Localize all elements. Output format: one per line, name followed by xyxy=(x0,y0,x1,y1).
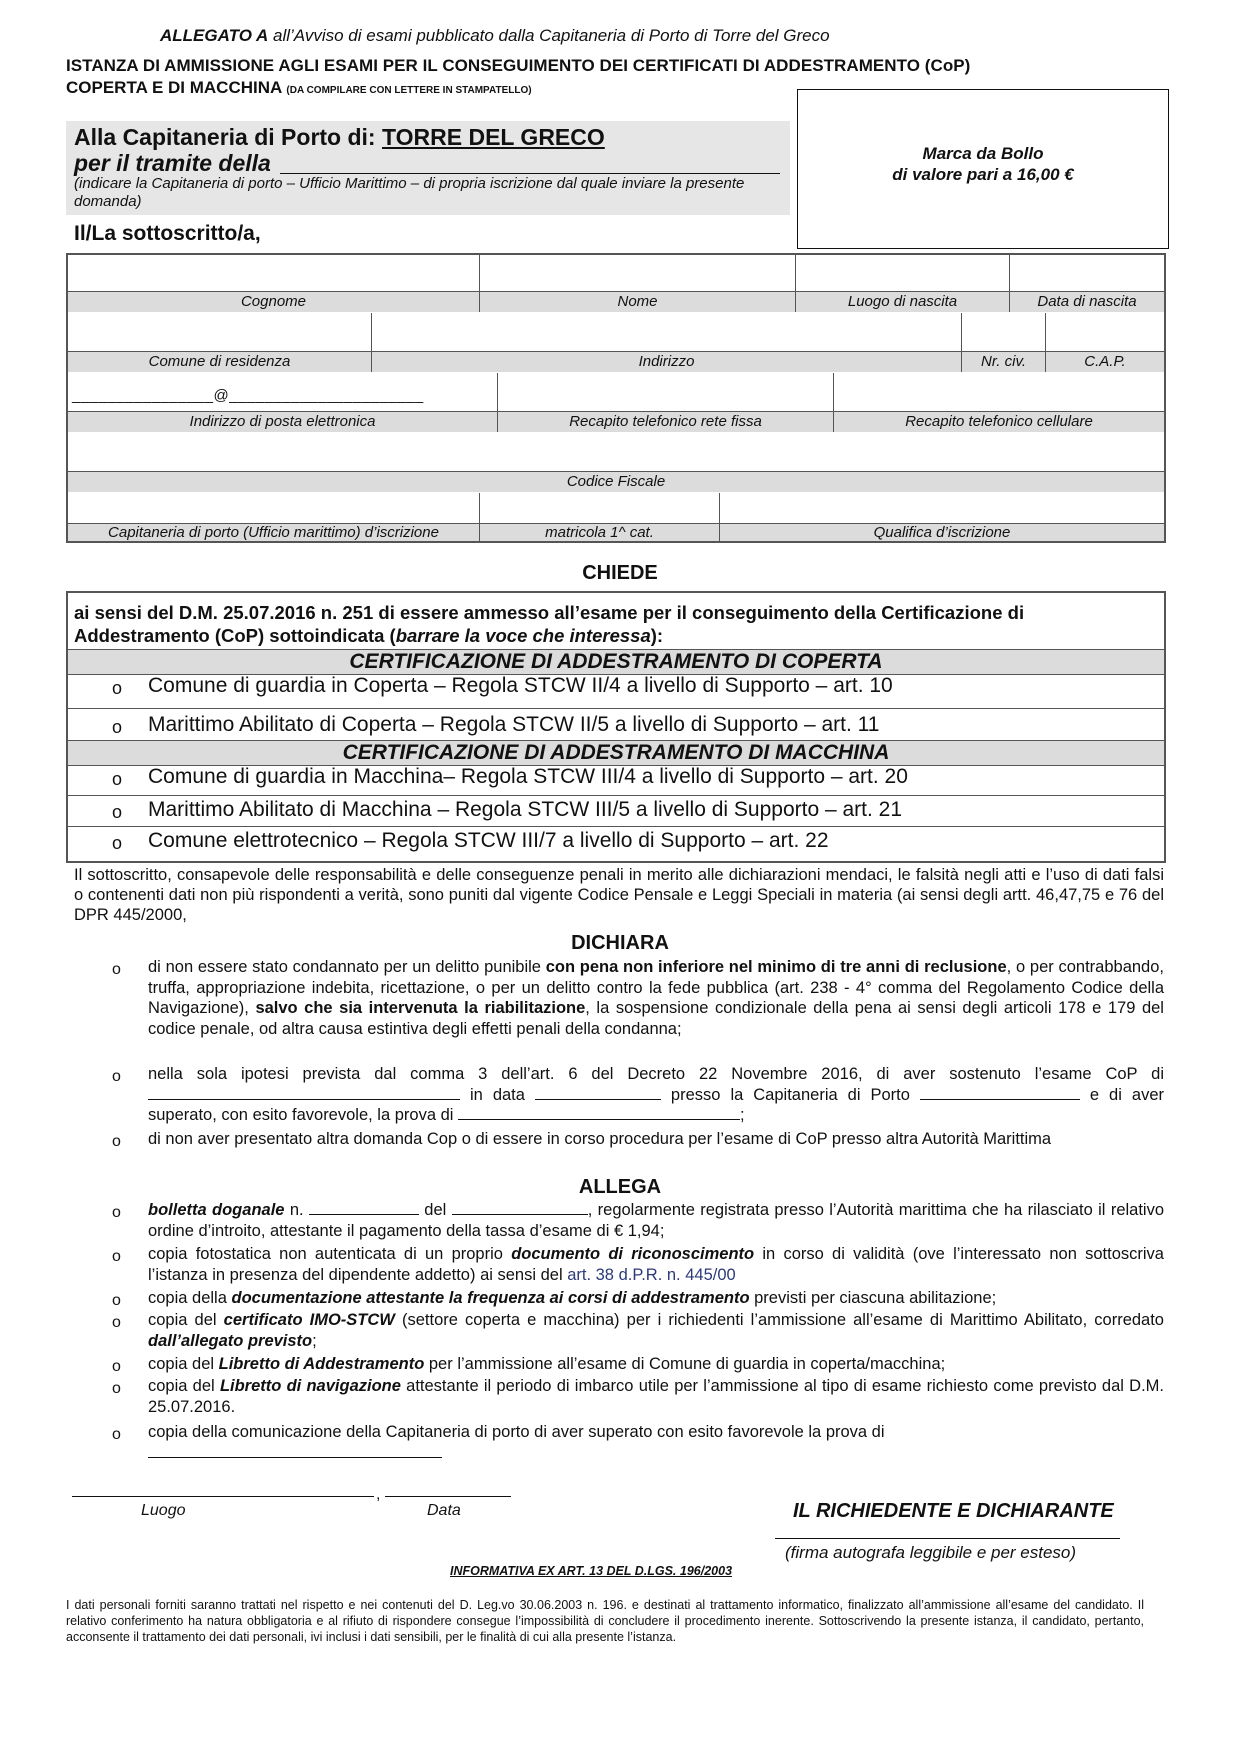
allega-bullet-1[interactable]: o xyxy=(112,1204,121,1221)
text: ; xyxy=(312,1331,317,1350)
luogo-nascita-label: Luogo di nascita xyxy=(796,292,1010,312)
form-title-line1: ISTANZA DI AMMISSIONE AGLI ESAMI PER IL CONSEGUIMENTO DEI CERTIFICATI DI ADDESTRAMENTO (CoP) xyxy=(66,56,971,75)
text: copia della comunicazione della Capitaneria di porto di aver superato con esito favorevole la prova di xyxy=(148,1423,885,1441)
text: previsti per ciascuna abilitazione; xyxy=(749,1289,997,1307)
text-bold: documento di riconoscimento xyxy=(511,1245,755,1263)
allega-item-5 xyxy=(148,1354,1164,1375)
form-title-line2 xyxy=(66,78,532,98)
dichiara-item-2 xyxy=(148,1064,1164,1126)
text: , la sospensione condizionale della pena ai sensi degli articoli 178 e 179 del codice penale, od altra causa estintiva degli effetti penali della condanna; xyxy=(148,999,1164,1038)
section-coperta-header: CERTIFICAZIONE DI ADDESTRAMENTO DI COPERTA xyxy=(68,649,1164,675)
text: in data xyxy=(460,1085,535,1104)
signature-input-line[interactable] xyxy=(775,1538,1120,1539)
text-bold: dall’allegato previsto xyxy=(148,1331,313,1350)
dichiara-bullet-3[interactable]: o xyxy=(112,1133,121,1150)
addressee-port: TORRE DEL GRECO xyxy=(381,124,605,150)
dichiara-title: DICHIARA xyxy=(571,932,669,954)
allega-bullet-5[interactable]: o xyxy=(112,1358,121,1375)
option-label: Marittimo Abilitato di Coperta – Regola STCW II/5 a livello di Supporto – art. 11 xyxy=(148,713,880,736)
luogo-label: Luogo xyxy=(141,1502,186,1519)
option-label: Comune di guardia in Coperta – Regola STCW II/4 a livello di Supporto – art. 10 xyxy=(148,674,893,697)
nome-label: Nome xyxy=(480,292,796,312)
allega-title: ALLEGA xyxy=(578,1176,662,1198)
indirizzo-field[interactable] xyxy=(372,313,962,351)
row-anagrafica-inputs xyxy=(68,255,1164,292)
codice-fiscale-field[interactable] xyxy=(68,433,1164,471)
text: copia del xyxy=(148,1355,219,1373)
indirizzo-label: Indirizzo xyxy=(372,352,962,372)
allega-item-1 xyxy=(148,1200,1164,1241)
comune-residenza-field[interactable] xyxy=(68,313,372,351)
allega-item-6 xyxy=(148,1376,1164,1417)
email-field[interactable] xyxy=(68,373,498,411)
row-residenza-labels xyxy=(68,352,1164,372)
chiede-title: CHIEDE xyxy=(582,562,658,584)
text: ; xyxy=(740,1106,745,1124)
option-label: Comune elettrotecnico – Regola STCW III/7 a livello di Supporto – art. 22 xyxy=(148,829,829,852)
text: copia del xyxy=(148,1311,224,1329)
section-macchina-header: CERTIFICAZIONE DI ADDESTRAMENTO DI MACCHINA xyxy=(68,740,1164,766)
dichiara-item-1 xyxy=(148,957,1164,1039)
revenue-stamp-line2: di valore pari a 16,00 € xyxy=(892,165,1074,184)
revenue-stamp-text xyxy=(797,143,1169,185)
text: (settore coperta e macchina) per i richiedenti l’ammissione all’esame di Marittimo Abilitato, corredato xyxy=(394,1311,1164,1329)
checkbox-circle[interactable]: o xyxy=(112,678,123,698)
chiede-intro-end: ): xyxy=(650,625,664,646)
allega-bullet-3[interactable]: o xyxy=(112,1292,121,1309)
allega-item-2 xyxy=(148,1244,1164,1285)
allega-bullet-2[interactable]: o xyxy=(112,1248,121,1265)
option-macchina-abilitato[interactable] xyxy=(68,796,1164,827)
telefono-fisso-label: Recapito telefonico rete fissa xyxy=(498,412,834,432)
dichiara-bullet-2[interactable]: o xyxy=(112,1068,121,1085)
option-macchina-guardia[interactable] xyxy=(68,765,1164,796)
row-cf-input xyxy=(68,433,1164,472)
revenue-stamp-line1: Marca da Bollo xyxy=(922,144,1044,163)
capitaneria-iscrizione-label: Capitaneria di porto (Ufficio marittimo) d’iscrizione xyxy=(68,524,480,541)
row-contatti-inputs xyxy=(68,373,1164,412)
cognome-label: Cognome xyxy=(68,292,480,312)
row-cf-label xyxy=(68,472,1164,492)
allega-item-3 xyxy=(148,1288,1164,1309)
codice-fiscale-label: Codice Fiscale xyxy=(566,473,666,490)
prova-blank[interactable] xyxy=(148,1443,442,1458)
text-bold: documentazione attestante la frequenza ai corsi di addestramento xyxy=(231,1289,750,1307)
text: di non essere stato condannato per un delitto punibile xyxy=(148,958,546,976)
email-label: Indirizzo di posta elettronica xyxy=(68,412,498,432)
checkbox-circle[interactable]: o xyxy=(112,717,123,737)
data-label: Data xyxy=(427,1502,461,1519)
dichiara-bullet-1[interactable]: o xyxy=(112,961,121,978)
comune-residenza-label: Comune di residenza xyxy=(68,352,372,372)
text: per l’ammissione all’esame di Comune di guardia in coperta/macchina; xyxy=(424,1355,946,1373)
data-input-line[interactable] xyxy=(385,1496,511,1497)
allegato-header xyxy=(160,26,830,46)
luogo-input-line[interactable] xyxy=(72,1496,374,1497)
tramite-input-line[interactable] xyxy=(280,173,780,174)
cap-field[interactable] xyxy=(1046,313,1164,351)
consapevole-paragraph: Il sottoscritto, consapevole delle responsabilità e delle conseguenze penali in merito alle dichiarazioni mendaci, le falsità negli atti e l’uso di dati falsi o contenenti dati non più rispondenti a verità, sono puniti dal vigente Codice Pensale e Leggi Speciali in materia (ai sensi degli artt. 46,47,75 e 76 del DPR 445/2000, xyxy=(74,866,1164,924)
text: copia fotostatica non autenticata di un proprio xyxy=(148,1245,512,1263)
row-contatti-labels xyxy=(68,412,1164,432)
text: e di aver superato, con esito favorevole, la prova di xyxy=(148,1085,1164,1124)
text: in corso di validità (ove l’interessato non sottoscriva l’istanza in presenza del dipendente addetto) ai sensi del xyxy=(148,1245,1164,1284)
informativa-title: INFORMATIVA EX ART. 13 DEL D.LGS. 196/2003 xyxy=(450,1564,733,1578)
checkbox-circle[interactable]: o xyxy=(112,833,123,853)
row-iscrizione-labels xyxy=(68,524,1164,541)
chiede-intro xyxy=(74,601,1162,647)
luogo-nascita-field[interactable] xyxy=(796,255,1010,291)
option-label: Comune di guardia in Macchina– Regola STCW III/4 a livello di Supporto – art. 20 xyxy=(148,765,908,788)
numero-civico-label: Nr. civ. xyxy=(962,352,1046,372)
comma: , xyxy=(376,1486,381,1503)
undersigned-label: Il/La sottoscritto/a, xyxy=(74,222,261,245)
nome-field[interactable] xyxy=(480,255,796,291)
cellulare-label: Recapito telefonico cellulare xyxy=(905,413,1093,430)
text: , o per contrabbando, truffa, appropriazione indebita, ricettazione, o per un delitto contro la fede pubblica (art. 238 - 4° comma del Regolamento Codice della Navigazione), xyxy=(148,958,1164,1017)
dichiara-item-3: di non aver presentato altra domanda Cop o di essere in corso procedura per l’esame di CoP presso altra Autorità Marittima xyxy=(148,1130,1052,1148)
cognome-field[interactable] xyxy=(68,255,480,291)
email-fill-line: ________________@______________________ xyxy=(72,387,424,404)
addressee-prefix: Alla Capitaneria di Porto di: xyxy=(74,124,382,150)
checkbox-circle[interactable]: o xyxy=(112,802,123,822)
exam-date-blank[interactable] xyxy=(535,1085,661,1100)
allegato-label: ALLEGATO A xyxy=(160,26,269,45)
allegato-text: all’Avviso di esami pubblicato dalla Capitaneria di Porto di Torre del Greco xyxy=(268,26,830,45)
chiede-intro-italic: barrare la voce che interessa xyxy=(395,625,651,646)
option-label: Marittimo Abilitato di Macchina – Regola STCW III/5 a livello di Supporto – art. 21 xyxy=(148,798,903,821)
data-nascita-field[interactable] xyxy=(1010,255,1164,291)
text: nella sola ipotesi prevista dal comma 3 dell’art. 6 del Decreto 22 Novembre 2016, di aver sostenuto l’esame CoP di xyxy=(148,1065,1164,1083)
personal-data-grid xyxy=(66,253,1166,543)
allega-item-4 xyxy=(148,1310,1164,1351)
form-title-note: (DA COMPILARE CON LETTERE IN STAMPATELLO) xyxy=(286,85,532,96)
text: del xyxy=(418,1201,452,1219)
chiede-intro-text: ai sensi del D.M. 25.07.2016 n. 251 di essere ammesso all’esame per il conseguimento della Certificazione di Addestramento (CoP) sottoindicata ( xyxy=(74,602,1025,646)
text-bold: Libretto di Addestramento xyxy=(218,1355,425,1373)
addressee-note: (indicare la Capitaneria di porto – Ufficio Marittimo – di propria iscrizione dal quale inviare la presente domanda) xyxy=(74,175,745,210)
data-nascita-label: Data di nascita xyxy=(1037,293,1137,310)
allega-bullet-7[interactable]: o xyxy=(112,1426,121,1443)
text: , regolarmente registrata presso l’Autorità marittima che ha rilasciato il relativo ordine d’introito, attestante il pagamento della tassa d’esame di € 1,94; xyxy=(148,1201,1165,1240)
informativa-text: I dati personali forniti saranno trattati nel rispetto e nei contenuti del D. Leg.vo 30.06.2003 n. 196. e destinati al trattamento informatico, finalizzato all’ammissione all’esame del candidato. Il relativo conferimento ha natura obbligatoria e al rifiuto di rispondere consegue l’impossibilità di concludere il procedimento inerente. Sottoscrivendo la presente istanza, il candidato, pertanto, acconsente il trattamento dei dati personali, ivi inclusi i dati sensibili, per le finalità di cui alla presente l’istanza. xyxy=(66,1598,1144,1644)
bolletta-number-blank[interactable] xyxy=(309,1200,419,1215)
allega-bullet-4[interactable]: o xyxy=(112,1314,121,1331)
matricola-label: matricola 1^ cat. xyxy=(480,524,720,541)
bolletta-date-blank[interactable] xyxy=(452,1200,588,1215)
tramite-label: per il tramite della xyxy=(74,150,271,176)
row-anagrafica-labels xyxy=(68,292,1164,312)
exam-prova-blank[interactable] xyxy=(458,1105,740,1120)
exam-port-blank[interactable] xyxy=(920,1085,1080,1100)
numero-civico-field[interactable] xyxy=(962,313,1046,351)
text-bold: Libretto di navigazione xyxy=(219,1377,401,1395)
option-coperta-abilitato[interactable] xyxy=(68,709,1164,740)
text: copia della xyxy=(148,1289,232,1307)
allega-item-7 xyxy=(148,1422,1164,1463)
row-residenza-inputs xyxy=(68,313,1164,352)
option-macchina-elettrotecnico[interactable] xyxy=(68,827,1164,859)
exam-type-blank[interactable] xyxy=(148,1085,460,1100)
text: presso la Capitaneria di Porto xyxy=(660,1085,920,1104)
matricola-field[interactable] xyxy=(480,493,720,523)
richiedente-label: IL RICHIEDENTE E DICHIARANTE xyxy=(793,1500,1114,1522)
text: copia del xyxy=(148,1377,220,1395)
cap-label: C.A.P. xyxy=(1084,353,1126,370)
text: attestante il periodo di imbarco utile per l’ammissione al tipo di esame richiesto come previsto dal D.M. 25.07.2016. xyxy=(148,1377,1164,1416)
allega-bullet-6[interactable]: o xyxy=(112,1380,121,1397)
text-bold: salvo che sia intervenuta la riabilitazione xyxy=(255,999,586,1017)
firma-note: (firma autografa leggibile e per esteso) xyxy=(785,1543,1077,1562)
row-iscrizione-inputs xyxy=(68,493,1164,524)
qualifica-label: Qualifica d’iscrizione xyxy=(873,524,1011,541)
text-bold: con pena non inferiore nel minimo di tre anni di reclusione xyxy=(545,958,1007,976)
form-title-line2-text: COPERTA E DI MACCHINA xyxy=(66,78,282,97)
qualifica-field[interactable] xyxy=(720,493,1164,523)
addressee-line xyxy=(74,124,605,151)
dpr-link[interactable]: art. 38 d.P.R. n. 445/00 xyxy=(567,1265,736,1284)
cellulare-field[interactable] xyxy=(834,373,1164,411)
capitaneria-iscrizione-field[interactable] xyxy=(68,493,480,523)
option-coperta-guardia[interactable] xyxy=(68,674,1164,709)
text: n. xyxy=(284,1201,309,1219)
telefono-fisso-field[interactable] xyxy=(498,373,834,411)
text-bold: certificato IMO-STCW xyxy=(223,1311,395,1329)
checkbox-circle[interactable]: o xyxy=(112,769,123,789)
text-bold: bolletta doganale xyxy=(148,1201,285,1219)
